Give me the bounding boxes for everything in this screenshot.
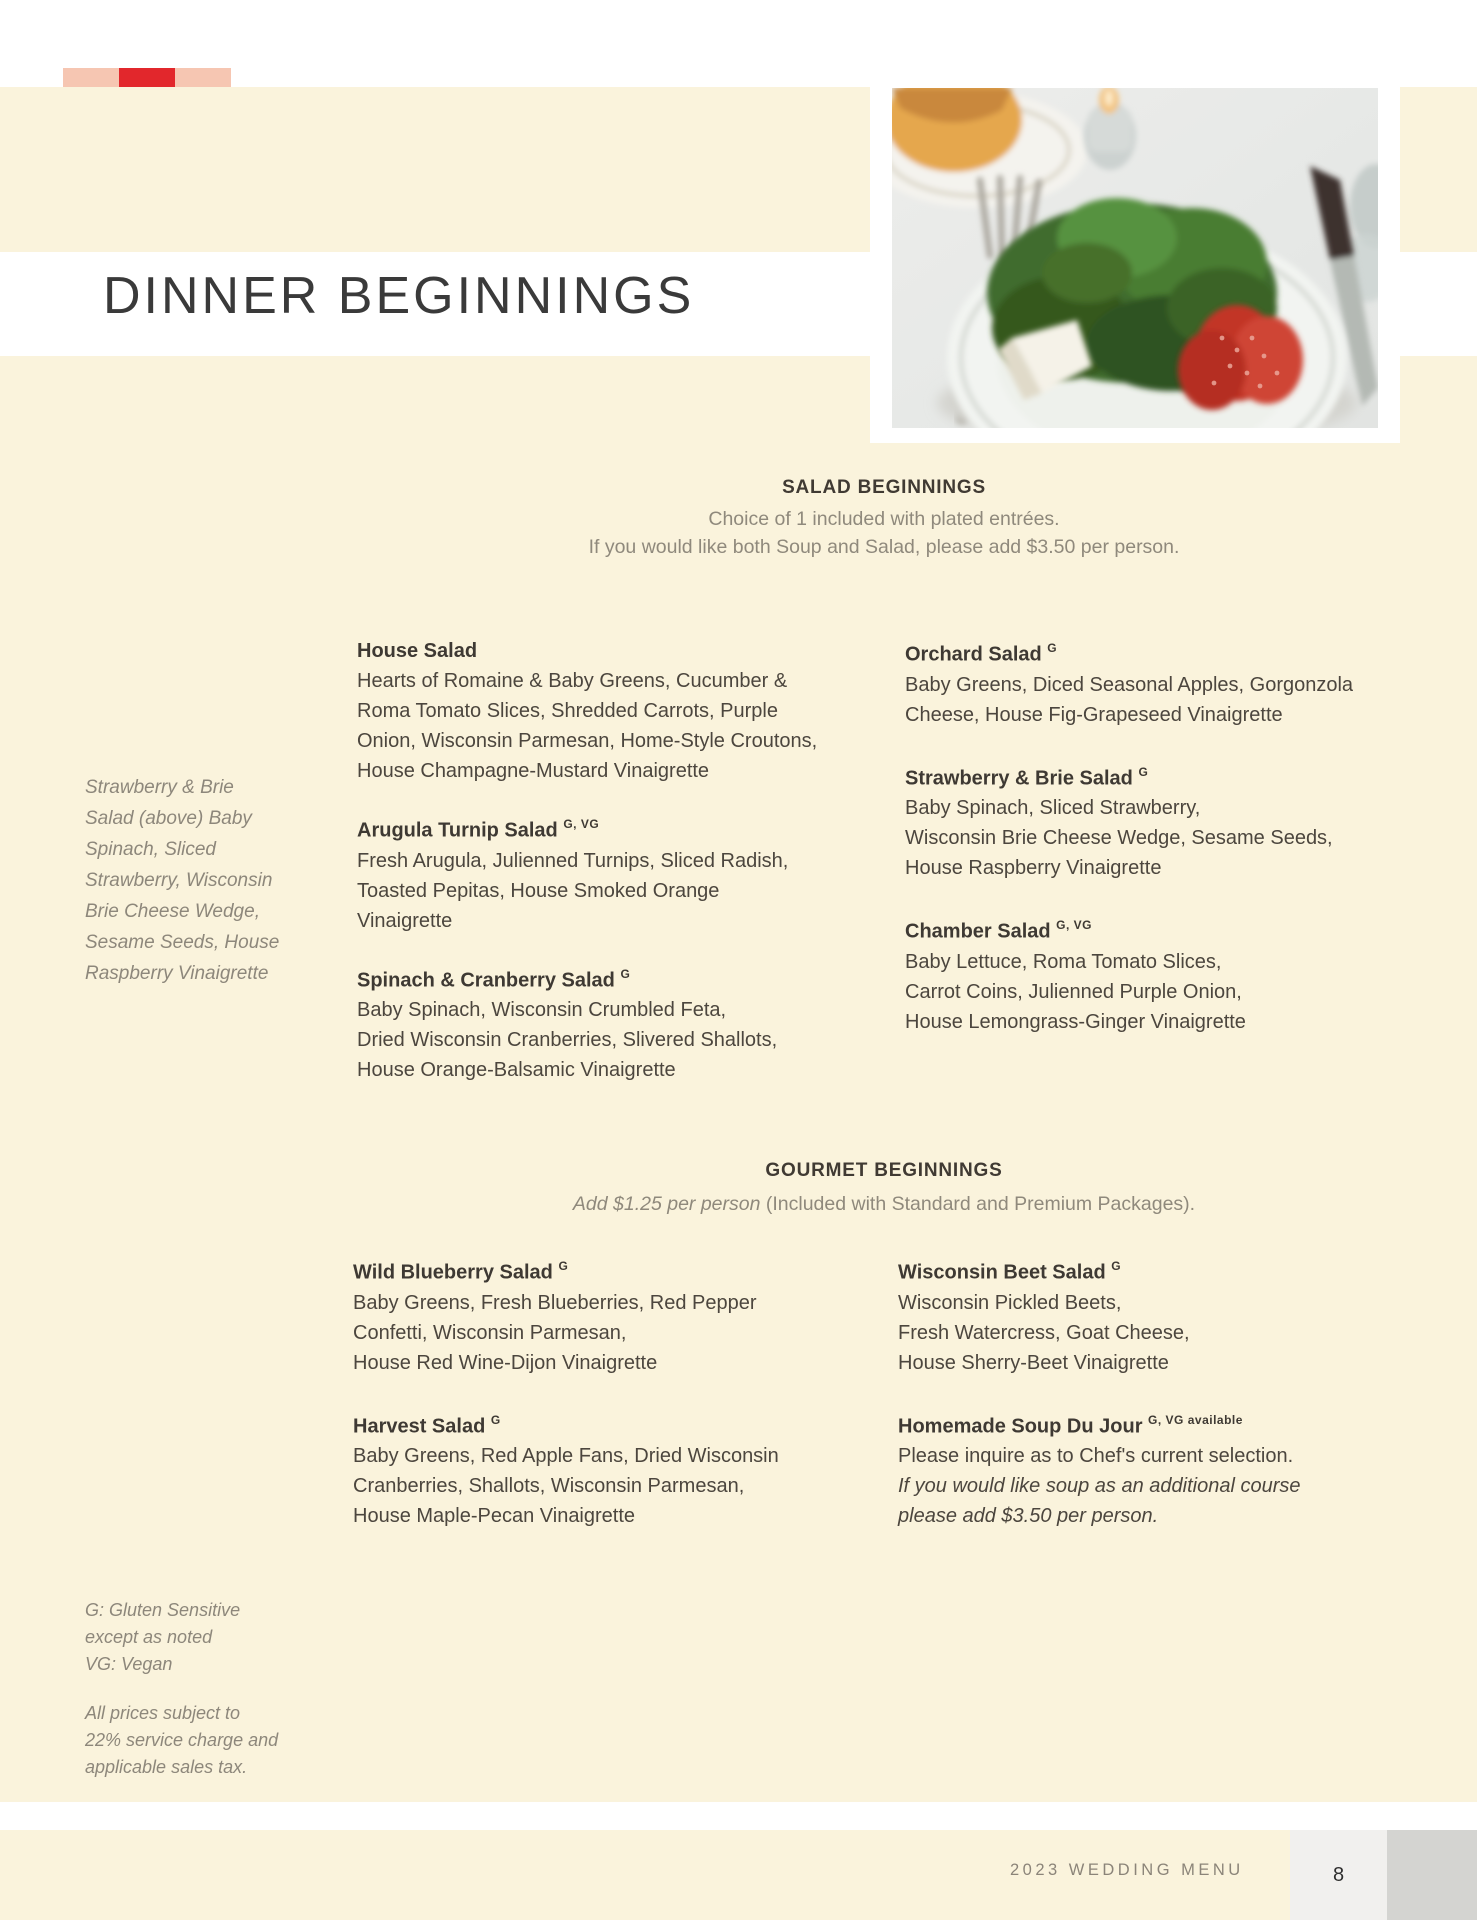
menu-item-spinach-cranberry-salad: Spinach & Cranberry Salad $^G$ Baby Spinach, Wisconsin Crumbled Feta, Dried Wisconsin Cranberries, Slivered Shallots, House Orange-Balsamic Vinaigrette — [357, 966, 778, 1082]
dietary-tag: G — [490, 1412, 501, 1427]
dietary-tag: G — [1138, 764, 1149, 779]
menu-item-wild-blueberry-salad: Wild Blueberry Salad $^G$ Baby Greens, Fresh Blueberries, Red Pepper Confetti, Wisconsin Parmesan, House Red Wine-Dijon Vinaigrette — [353, 1259, 757, 1374]
salad-left-column — [357, 636, 817, 1109]
gourmet-section-heading: GOURMET BEGINNINGS — [765, 1160, 1003, 1181]
menu-item-house-salad: House Salad Hearts of Romaine & Baby Greens, Cucumber & Roma Tomato Slices, Shredded Carrots, Purple Onion, Wisconsin Parmesan, Home-Style Croutons, House Champagne-Mustard Vinaigrette — [357, 640, 818, 782]
item-name: Homemade Soup Du Jour — [898, 1415, 1143, 1438]
salad-section-subtitle-1: Choice of 1 included with plated entrées. — [708, 508, 1060, 530]
salad-photo — [870, 88, 1400, 443]
dietary-tag: G — [558, 1259, 569, 1273]
page-title: DINNER BEGINNINGS — [103, 267, 695, 325]
dietary-tag: G — [1047, 641, 1058, 655]
salad-section-subtitle-2: If you would like both Soup and Salad, please add $3.50 per person. — [588, 536, 1180, 558]
menu-item-orchard-salad: Orchard Salad $^G$ Baby Greens, Diced Seasonal Apples, Gorgonzola Cheese, House Fig-Grapeseed Vinaigrette — [905, 641, 1354, 726]
footer-gray-block — [1387, 1830, 1477, 1920]
item-name: Wisconsin Beet Salad — [898, 1261, 1106, 1284]
dietary-tag: G — [620, 966, 631, 981]
dietary-legend-note: G: Gluten Sensitive except as noted VG: Vegan — [85, 1600, 241, 1674]
dietary-tag: G, VG — [563, 817, 600, 831]
item-name: Spinach & Cranberry Salad — [357, 969, 615, 992]
menu-item-arugula-turnip-salad: Arugula Turnip Salad $^{G, VG}$ Fresh Arugula, Julienned Turnips, Sliced Radish, Toasted Pepitas, House Smoked Orange Vinaigrette — [357, 817, 789, 932]
salad-right-column — [905, 634, 1353, 1065]
pricing-note: All prices subject to 22% service charge and applicable sales tax. — [85, 1703, 279, 1777]
page-number-box — [1290, 1830, 1387, 1920]
salad-section-heading: SALAD BEGINNINGS — [782, 477, 986, 498]
menu-item-soup-du-jour: Homemade Soup Du Jour $^{G, VG available}$ Please inquire as to Chef's current selection. If you would like soup as an additional course please add $3.50 per person. — [898, 1412, 1301, 1528]
item-name: Harvest Salad — [353, 1415, 486, 1438]
item-name: Orchard Salad — [905, 643, 1042, 666]
decorative-top-bar — [63, 68, 231, 87]
salad-section-heading-block — [284, 477, 1484, 561]
top-bar-segment-red — [119, 68, 175, 87]
top-bar-segment-pink-left — [63, 68, 119, 87]
gourmet-left-column — [353, 1252, 779, 1559]
top-bar-segment-pink-right — [175, 68, 231, 87]
cream-panel-top-left — [0, 87, 870, 252]
item-name: Chamber Salad — [905, 920, 1051, 943]
photo-caption: Strawberry & Brie Salad (above) Baby Spinach, Sliced Strawberry, Wisconsin Brie Cheese Wedge, Sesame Seeds, House Raspberry Vinaigrette — [85, 777, 280, 984]
footer-title: 2023 WEDDING MENU — [1010, 1861, 1244, 1879]
menu-item-chamber-salad: Chamber Salad $^{G, VG}$ Baby Lettuce, Roma Tomato Slices, Carrot Coins, Julienned Purple Onion, House Lemongrass-Ginger Vinaigrette — [905, 918, 1246, 1033]
gourmet-subtitle-regular: (Included with Standard and Premium Packages). — [765, 1193, 1196, 1215]
menu-item-wisconsin-beet-salad: Wisconsin Beet Salad $^G$ Wisconsin Pickled Beets, Fresh Watercress, Goat Cheese, House Sherry-Beet Vinaigrette — [898, 1259, 1190, 1374]
item-name: Arugula Turnip Salad — [357, 819, 558, 842]
salad-photo-illustration — [892, 88, 1378, 428]
page-number: 8 — [1332, 1863, 1345, 1886]
item-name: Strawberry & Brie Salad — [905, 767, 1133, 790]
item-name: House Salad — [357, 640, 478, 662]
gourmet-right-column — [898, 1252, 1300, 1559]
gourmet-section-heading-block — [284, 1160, 1484, 1218]
menu-item-strawberry-brie-salad: Strawberry & Brie Salad $^G$ Baby Spinach, Sliced Strawberry, Wisconsin Brie Cheese Wedge, Sesame Seeds, House Raspberry Vinaigrette — [905, 764, 1333, 880]
gourmet-subtitle-italic: Add $1.25 per person — [572, 1193, 766, 1215]
dietary-tag: G — [1111, 1259, 1122, 1273]
cream-panel-top-right — [1400, 87, 1477, 252]
item-name: Wild Blueberry Salad — [353, 1261, 553, 1284]
menu-item-harvest-salad: Harvest Salad $^G$ Baby Greens, Red Apple Fans, Dried Wisconsin Cranberries, Shallots, Wisconsin Parmesan, House Maple-Pecan Vinaigrette — [353, 1412, 779, 1528]
dietary-tag: G, VG — [1056, 918, 1093, 933]
dietary-tag: G, VG available — [1148, 1412, 1243, 1427]
